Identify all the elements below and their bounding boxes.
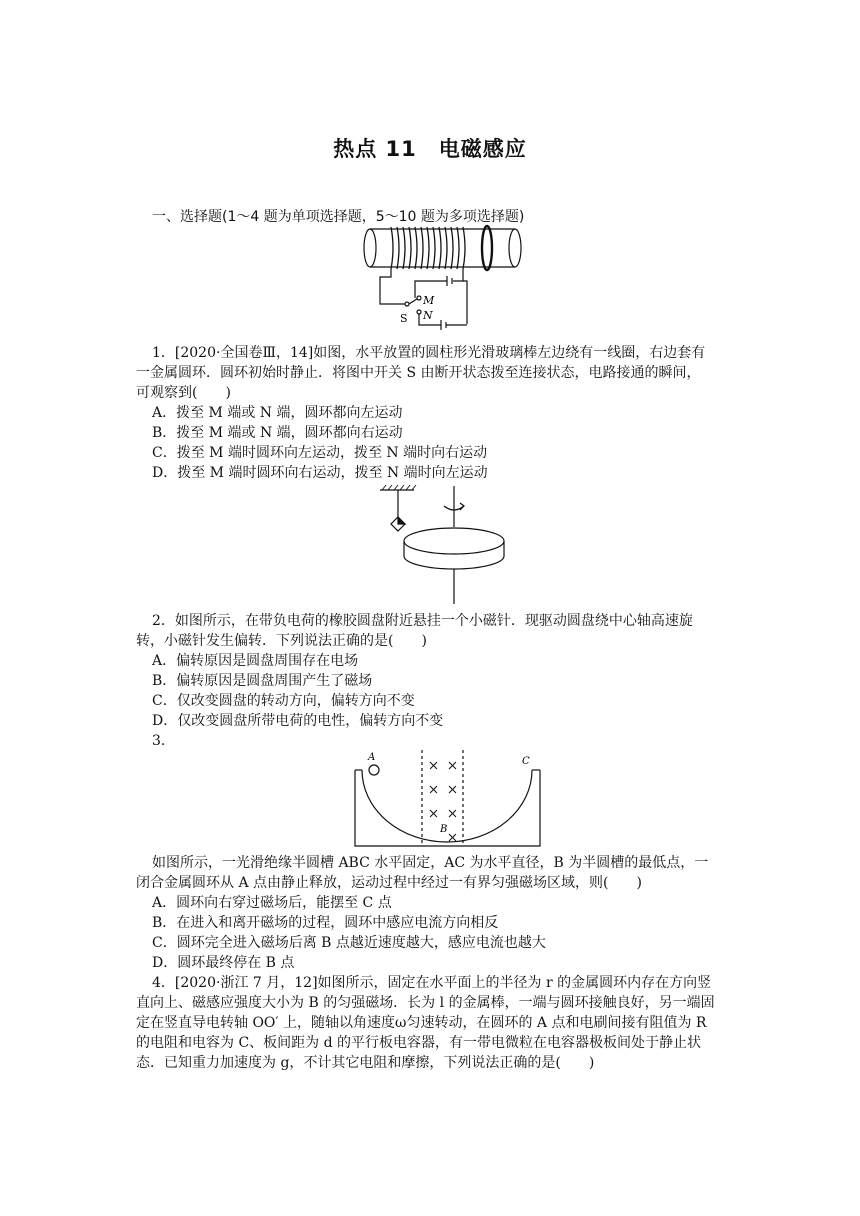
label-n: N (423, 309, 433, 322)
q1-stem-line-3: 可观察到( ) (136, 385, 231, 401)
label-m: M (423, 294, 435, 307)
figure-2-rotating-disk (372, 484, 522, 609)
q4-stem-line-4: 的电阻和电容为 C、板间距为 d 的平行板电容器，有一带电微粒在电容器极板间处于静止状 (136, 1035, 702, 1051)
q2-option-a: A．偏转原因是圆盘周围存在电场 (152, 653, 359, 669)
q2-stem-line-2: 转，小磁针发生偏转．下列说法正确的是( ) (136, 633, 427, 649)
q1-stem-line-1: 1．[2020·全国卷Ⅲ，14]如图，水平放置的圆柱形光滑玻璃棒左边绕有一线圈，右边套有 (152, 345, 706, 361)
q3-option-c: C．圆环完全进入磁场后离 B 点越近速度越大，感应电流也越大 (152, 935, 546, 951)
q3-stem-line-1: 如图所示，一光滑绝缘半圆槽 ABC 水平固定，AC 为水平直径，B 为半圆槽的最低点，一 (152, 855, 709, 871)
q3-stem-line-2: 闭合金属圆环从 A 点由静止释放，运动过程中经过一有界匀强磁场区域，则( ) (136, 875, 642, 891)
q3-option-d: D．圆环最终停在 B 点 (152, 955, 295, 971)
label-a: A (368, 752, 376, 763)
label-b: B (440, 824, 448, 835)
q2-option-b: B．偏转原因是圆盘周围产生了磁场 (152, 673, 373, 689)
q1-stem-line-2: 一金属圆环．圆环初始时静止．将图中开关 S 由断开状态拨至连接状态，电路接通的瞬间， (136, 365, 701, 381)
q4-stem-line-1: 4．[2020·浙江 7 月，12]如图所示，固定在水平面上的半径为 r 的金属圆环内存在方向竖 (152, 975, 712, 991)
q2-option-d: D．仅改变圆盘所带电荷的电性，偏转方向不变 (152, 713, 444, 729)
q3-option-a: A．圆环向右穿过磁场后，能摆至 C 点 (152, 895, 392, 911)
q1-option-a: A．拨至 M 端或 N 端，圆环都向左运动 (152, 405, 403, 421)
label-s: S (400, 312, 408, 325)
figure-3-semicircle-groove (352, 748, 544, 850)
q2-stem-line-1: 2．如图所示，在带负电荷的橡胶圆盘附近悬挂一个小磁针．现驱动圆盘绕中心轴高速旋 (152, 613, 693, 629)
page-title: 热点 11 电磁感应 (333, 137, 527, 161)
q1-option-b: B．拨至 M 端或 N 端，圆环都向右运动 (152, 425, 403, 441)
q3-number: 3. (152, 733, 166, 749)
q3-option-b: B．在进入和离开磁场的过程，圆环中感应电流方向相反 (152, 915, 499, 931)
q4-stem-line-2: 直向上、磁感应强度大小为 B 的匀强磁场．长为 l 的金属棒，一端与圆环接触良好，另一端固 (136, 995, 715, 1011)
q1-option-d: D．拨至 M 端时圆环向右运动，拨至 N 端时向左运动 (152, 465, 488, 481)
section-heading: 一、选择题(1～4 题为单项选择题，5～10 题为多项选择题) (152, 209, 525, 225)
q4-stem-line-5: 态．已知重力加速度为 g，不计其它电阻和摩擦，下列说法正确的是( ) (136, 1055, 595, 1071)
figure-1-coil-circuit (355, 224, 530, 339)
q4-stem-line-3: 定在竖直导电转轴 OO′ 上，随轴以角速度ω匀速转动，在圆环的 A 点和电刷间接有阻值为 R (136, 1015, 707, 1031)
label-c: C (522, 756, 530, 767)
q1-option-c: C．拨至 M 端时圆环向左运动，拨至 N 端时向右运动 (152, 445, 488, 461)
q2-option-c: C．仅改变圆盘的转动方向，偏转方向不变 (152, 693, 415, 709)
